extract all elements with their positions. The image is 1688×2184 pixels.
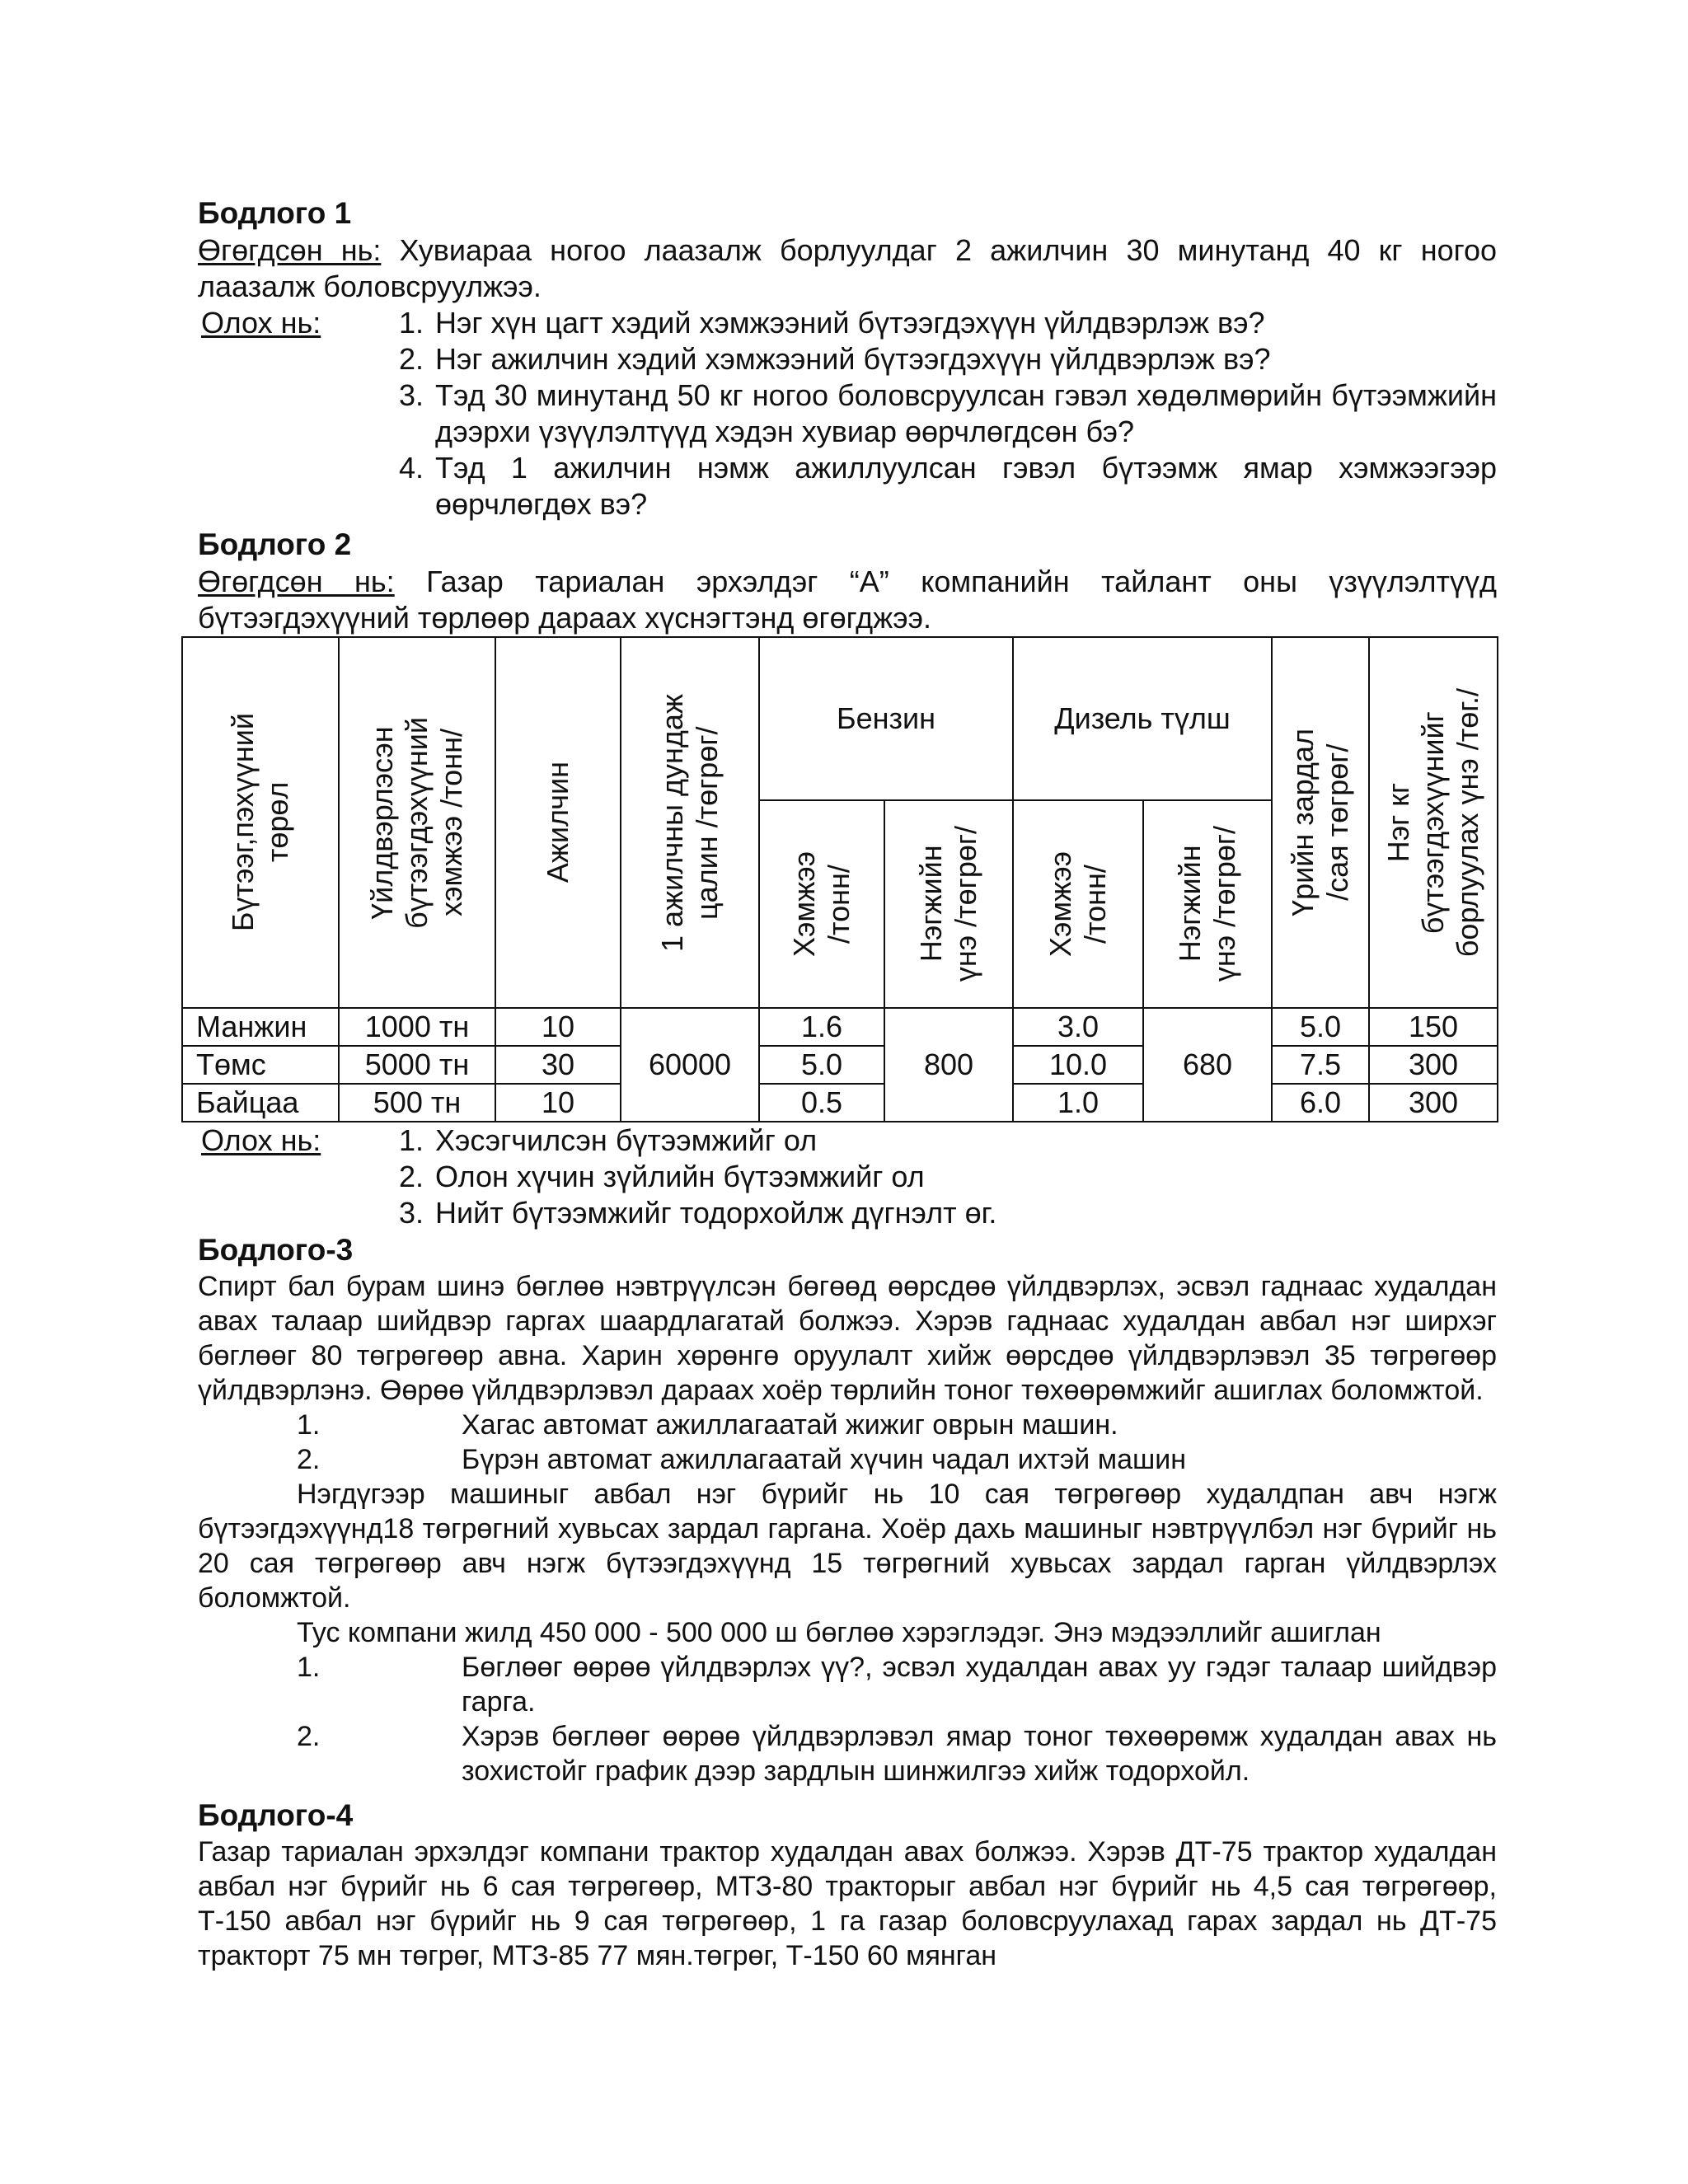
header-output	[339, 637, 495, 1008]
list-item	[198, 1408, 1497, 1442]
problem-3-title: Бодлого-3	[198, 1233, 354, 1267]
item-text: Бөглөөг өөрөө үйлдвэрлэх үү?, эсвэл худалдан авах уу гэдэг талаар шийдвэр гарга.	[462, 1652, 1497, 1718]
header-petrol-qty	[759, 800, 884, 1008]
list-item	[399, 377, 1497, 450]
header-text: Хэмжээ /тонн/	[1043, 851, 1112, 957]
cell-sale-price: 300	[1369, 1084, 1498, 1122]
item-number: 1.	[297, 1409, 321, 1441]
list-item	[399, 1159, 1497, 1195]
document-page	[198, 194, 1497, 1973]
cell-seed-cost: 7.5	[1272, 1046, 1369, 1084]
item-text: Нийт бүтээмжийг тодорхойлж дүгнэлт өг.	[435, 1196, 997, 1230]
cell-wage: 60000	[621, 1008, 759, 1122]
problem-1-find	[198, 305, 1497, 523]
item-number: 1.	[399, 1123, 424, 1157]
header-text: Нэгжийн үнэ /төгрөг/	[1173, 826, 1241, 982]
header-text: Хэмжээ /тонн/	[787, 851, 856, 957]
list-item	[198, 1719, 1497, 1788]
problem-4-title: Бодлого-4	[198, 1798, 354, 1832]
cell-seed-cost: 6.0	[1272, 1084, 1369, 1122]
given-label: Өгөгдсөн нь:	[198, 233, 382, 267]
header-text: 1 ажилчны дундаж цалин /төгрөг/	[655, 693, 724, 952]
list-item	[399, 1122, 1497, 1159]
problem-1-title: Бодлого 1	[198, 196, 352, 230]
list-item	[399, 450, 1497, 523]
item-number: 4.	[399, 451, 424, 485]
problem-3-usage: Тус компани жилд 450 000 - 500 000 ш бөглөө хэрэглэдэг. Энэ мэдээллийг ашиглан	[297, 1617, 1381, 1648]
problem-2-title: Бодлого 2	[198, 527, 352, 561]
problem-2-questions	[399, 1122, 1497, 1231]
cell-product: Байцаа	[182, 1084, 339, 1122]
item-number: 1.	[297, 1652, 321, 1683]
problem-2-given	[198, 564, 1497, 636]
data-table	[181, 636, 1498, 1122]
cell-diesel-qty: 3.0	[1013, 1008, 1143, 1046]
cell-sale-price: 150	[1369, 1008, 1498, 1046]
header-diesel-qty	[1013, 800, 1143, 1008]
given-text: Хувиараа ногоо лаазалж борлуулдаг 2 ажилчин 30 минутанд 40 кг ногоо лаазалж боловсруулжээ.	[198, 233, 1497, 303]
item-text: Хагас автомат ажиллагаатай жижиг оврын машин.	[462, 1409, 1118, 1441]
header-petrol: Бензин	[759, 637, 1013, 800]
item-text: Хэрэв бөглөөг өөрөө үйлдвэрлэвэл ямар тоног төхөөрөмж худалдан авах нь зохистойг график дээр зардлын шинжилгээ хийж тодорхойл.	[462, 1721, 1497, 1787]
problem-4-intro: Газар тариалан эрхэлдэг компани трактор худалдан авах болжээ. Хэрэв ДТ-75 трактор худалдан авбал нэг бүрийг нь 6 сая төгрөгөөр, МТЗ-80 тракторыг авбал нэг бүрийг нь 4,5 сая төгрөгөөр, Т-150 авбал нэг бүрийг нь 9 сая төгрөгөөр, 1 га газар боловсруулахад гарах зардал нь ДТ-75 тракторт 75 мн төгрөг, МТЗ-85 77 мян.төгрөг, Т-150 60 мянган	[198, 1836, 1497, 1971]
header-text: Ажилчин	[541, 762, 574, 883]
given-text: Газар тариалан эрхэлдэг “А” компанийн тайлант оны үзүүлэлтүүд бүтээгдэхүүний төрлөөр дараах хүснэгтэнд өгөгджээ.	[198, 565, 1497, 635]
problem-3-machines-text: Нэгдүгээр машиныг авбал нэг бүрийг нь 10 сая төгрөгөөр худалдпан авч нэгж бүтээгдэхүүнд18 төгрөгний хувьсах зардал гаргана. Хоёр дахь машиныг нэвтрүүлбэл нэг бүрийг нь 20 сая төгрөгөөр авч нэгж бүтээгдэхүүнд 15 төгрөгний хувьсах зардал гарган үйлдвэрлэх боломжтой.	[198, 1479, 1497, 1614]
cell-output: 1000 тн	[339, 1008, 495, 1046]
header-text: Бүтээг,пэхүүний төрөл	[226, 713, 294, 932]
item-text: Тэд 1 ажилчин нэмж ажиллуулсан гэвэл бүтээмж ямар хэмжээгээр өөрчлөгдөх вэ?	[435, 451, 1497, 521]
cell-product: Манжин	[182, 1008, 339, 1046]
header-workers	[495, 637, 621, 1008]
table-row	[182, 1046, 1498, 1084]
item-number: 2.	[399, 1160, 424, 1193]
item-text: Хэсэгчилсэн бүтээмжийг ол	[435, 1123, 818, 1157]
cell-diesel-price: 680	[1143, 1008, 1272, 1122]
cell-product: Төмс	[182, 1046, 339, 1084]
item-number: 2.	[297, 1721, 321, 1752]
problem-1-given	[198, 232, 1497, 305]
cell-workers: 10	[495, 1008, 621, 1046]
header-sale-price	[1369, 637, 1498, 1008]
cell-workers: 10	[495, 1084, 621, 1122]
cell-sale-price: 300	[1369, 1046, 1498, 1084]
table-row	[182, 1084, 1498, 1122]
header-petrol-unit	[884, 800, 1013, 1008]
find-label: Олох нь:	[201, 306, 321, 340]
item-text: Тэд 30 минутанд 50 кг ногоо боловсруулсан гэвэл хөдөлмөрийн бүтээмжийн дээрхи үзүүлэлтүүд хэдэн хувиар өөрчлөгдсөн бэ?	[435, 378, 1497, 448]
header-wage	[621, 637, 759, 1008]
item-text: Бүрэн автомат ажиллагаатай хүчин чадал ихтэй машин	[462, 1444, 1187, 1475]
header-diesel: Дизель түлш	[1013, 637, 1272, 800]
list-item	[198, 1442, 1497, 1477]
cell-seed-cost: 5.0	[1272, 1008, 1369, 1046]
item-number: 1.	[399, 306, 424, 340]
cell-petrol-qty: 0.5	[759, 1084, 884, 1122]
header-product	[182, 637, 339, 1008]
header-text: Үйлдвэрлэсэн бүтээгдэхүүний хэмжээ /тонн/	[365, 716, 468, 929]
cell-petrol-qty: 1.6	[759, 1008, 884, 1046]
header-text: Нэгжийн үнэ /төгрөг/	[914, 826, 982, 982]
list-item	[198, 1650, 1497, 1719]
list-item	[399, 341, 1497, 377]
item-text: Нэг хүн цагт хэдий хэмжээний бүтээгдэхүүн үйлдвэрлэж вэ?	[435, 306, 1265, 340]
item-number: 2.	[399, 342, 424, 376]
item-number: 2.	[297, 1444, 321, 1475]
cell-petrol-qty: 5.0	[759, 1046, 884, 1084]
item-text: Олон хүчин зүйлийн бүтээмжийг ол	[435, 1160, 925, 1193]
header-text: Үрийн зардал /сая төгрөг/	[1286, 729, 1354, 916]
list-item	[399, 1195, 1497, 1231]
item-number: 3.	[399, 378, 424, 412]
cell-diesel-qty: 10.0	[1013, 1046, 1143, 1084]
cell-petrol-price: 800	[884, 1008, 1013, 1122]
given-label: Өгөгдсөн нь:	[198, 565, 395, 598]
problem-3-intro: Спирт бал бурам шинэ бөглөө нэвтрүүлсэн бөгөөд өөрсдөө үйлдвэрлэх, эсвэл гаднаас худалдан авах талаар шийдвэр гаргах шаардлагатай болжээ. Хэрэв гаднаас худалдан авбал нэг ширхэг бөглөөг 80 төгрөгөөр авна. Харин хөрөнгө оруулалт хийж өөрсдөө үйлдвэрлэвэл 35 төгрөгөөр үйлдвэрлэнэ. Өөрөө үйлдвэрлэвэл дараах хоёр төрлийн тоног төхөөрөмжийг ашиглах боломжтой.	[198, 1271, 1497, 1406]
header-seed-cost	[1272, 637, 1369, 1008]
find-label: Олох нь:	[201, 1123, 321, 1157]
table-row	[182, 1008, 1498, 1046]
cell-output: 5000 тн	[339, 1046, 495, 1084]
header-diesel-unit	[1143, 800, 1272, 1008]
problem-2-find	[198, 1122, 1497, 1231]
problem-1-questions	[399, 305, 1497, 523]
item-text: Нэг ажилчин хэдий хэмжээний бүтээгдэхүүн үйлдвэрлэж вэ?	[435, 342, 1271, 376]
item-number: 3.	[399, 1196, 424, 1230]
cell-workers: 30	[495, 1046, 621, 1084]
header-text: Нэг кг бүтээгдэхүүнийг борлуулах үнэ /төг./	[1381, 687, 1484, 958]
list-item	[399, 305, 1497, 341]
cell-diesel-qty: 1.0	[1013, 1084, 1143, 1122]
cell-output: 500 тн	[339, 1084, 495, 1122]
